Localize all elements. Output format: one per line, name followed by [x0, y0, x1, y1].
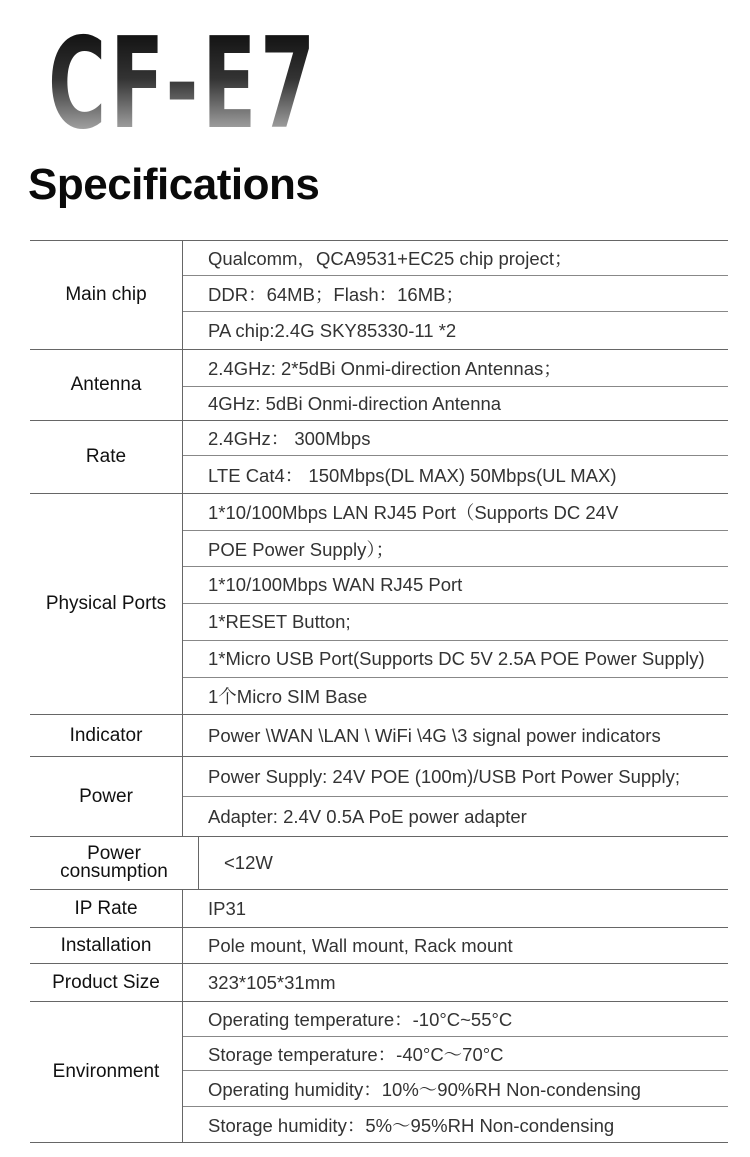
spec-group — [30, 928, 728, 964]
spec-value: Operating humidity：10%～90%RH Non-condensing — [183, 1071, 728, 1107]
spec-value: IP31 — [208, 897, 247, 919]
spec-value: POE Power Supply）； — [183, 531, 728, 567]
spec-group — [30, 494, 728, 715]
spec-value: 1个Micro SIM Base — [208, 686, 368, 707]
spec-value: PA chip:2.4G SKY85330-11 *2 — [208, 319, 457, 341]
spec-value: 1*10/100Mbps WAN RJ45 Port — [183, 567, 728, 604]
spec-label: Antenna — [30, 350, 183, 420]
product-model-logo: CF-E7 — [48, 11, 319, 158]
spec-value: 1*Micro USB Port(Supports DC 5V 2.5A POE Power Supply) — [183, 641, 728, 678]
spec-group — [30, 837, 728, 890]
spec-value: 2.4GHz: 2*5dBi Onmi-direction Antennas； — [183, 350, 728, 387]
spec-value: Storage temperature：-40°C～70°C — [183, 1037, 728, 1071]
spec-value: 2.4GHz： 300Mbps — [183, 421, 728, 456]
spec-group — [30, 421, 728, 494]
spec-group — [30, 1002, 728, 1143]
spec-value: 1*10/100Mbps LAN RJ45 Port（Supports DC 24V — [183, 494, 728, 531]
spec-label: Product Size — [30, 964, 183, 1001]
spec-value: Pole mount, Wall mount, Rack mount — [208, 934, 513, 956]
spec-label: Main chip — [30, 241, 183, 349]
spec-value: 4GHz: 5dBi Onmi-direction Antenna — [208, 392, 502, 414]
spec-label: Environment — [30, 1002, 183, 1142]
spec-group — [30, 890, 728, 928]
spec-label: Indicator — [30, 715, 183, 756]
spec-group — [30, 757, 728, 837]
spec-label: Power — [30, 757, 183, 836]
spec-value: Qualcomm，QCA9531+EC25 chip project； — [183, 241, 728, 276]
spec-value: Power Supply: 24V POE (100m)/USB Port Power Supply; — [183, 757, 728, 797]
spec-value: Power \WAN \LAN \ WiFi \4G \3 signal power indicators — [208, 724, 661, 746]
spec-label: Physical Ports — [30, 494, 183, 714]
spec-label: Rate — [30, 421, 183, 493]
spec-group — [30, 715, 728, 757]
spec-value: 1*RESET Button; — [183, 604, 728, 641]
spec-label: IP Rate — [30, 890, 183, 927]
spec-value: Storage humidity：5%～95%RH Non-condensing — [208, 1114, 615, 1136]
spec-value: DDR：64MB；Flash：16MB； — [183, 276, 728, 312]
spec-value: 323*105*31mm — [208, 971, 336, 993]
spec-group — [30, 350, 728, 421]
spec-group — [30, 241, 728, 350]
spec-value: <12W — [224, 852, 273, 873]
specifications-table — [30, 240, 728, 1143]
spec-label: Installation — [30, 928, 183, 963]
spec-value: Operating temperature：-10°C~55°C — [183, 1002, 728, 1037]
spec-value: LTE Cat4： 150Mbps(DL MAX) 50Mbps(UL MAX) — [208, 464, 617, 486]
spec-value: Adapter: 2.4V 0.5A PoE power adapter — [208, 805, 527, 827]
spec-label: Power consumption — [30, 837, 199, 889]
page-title: Specifications — [28, 160, 320, 209]
spec-group — [30, 964, 728, 1002]
